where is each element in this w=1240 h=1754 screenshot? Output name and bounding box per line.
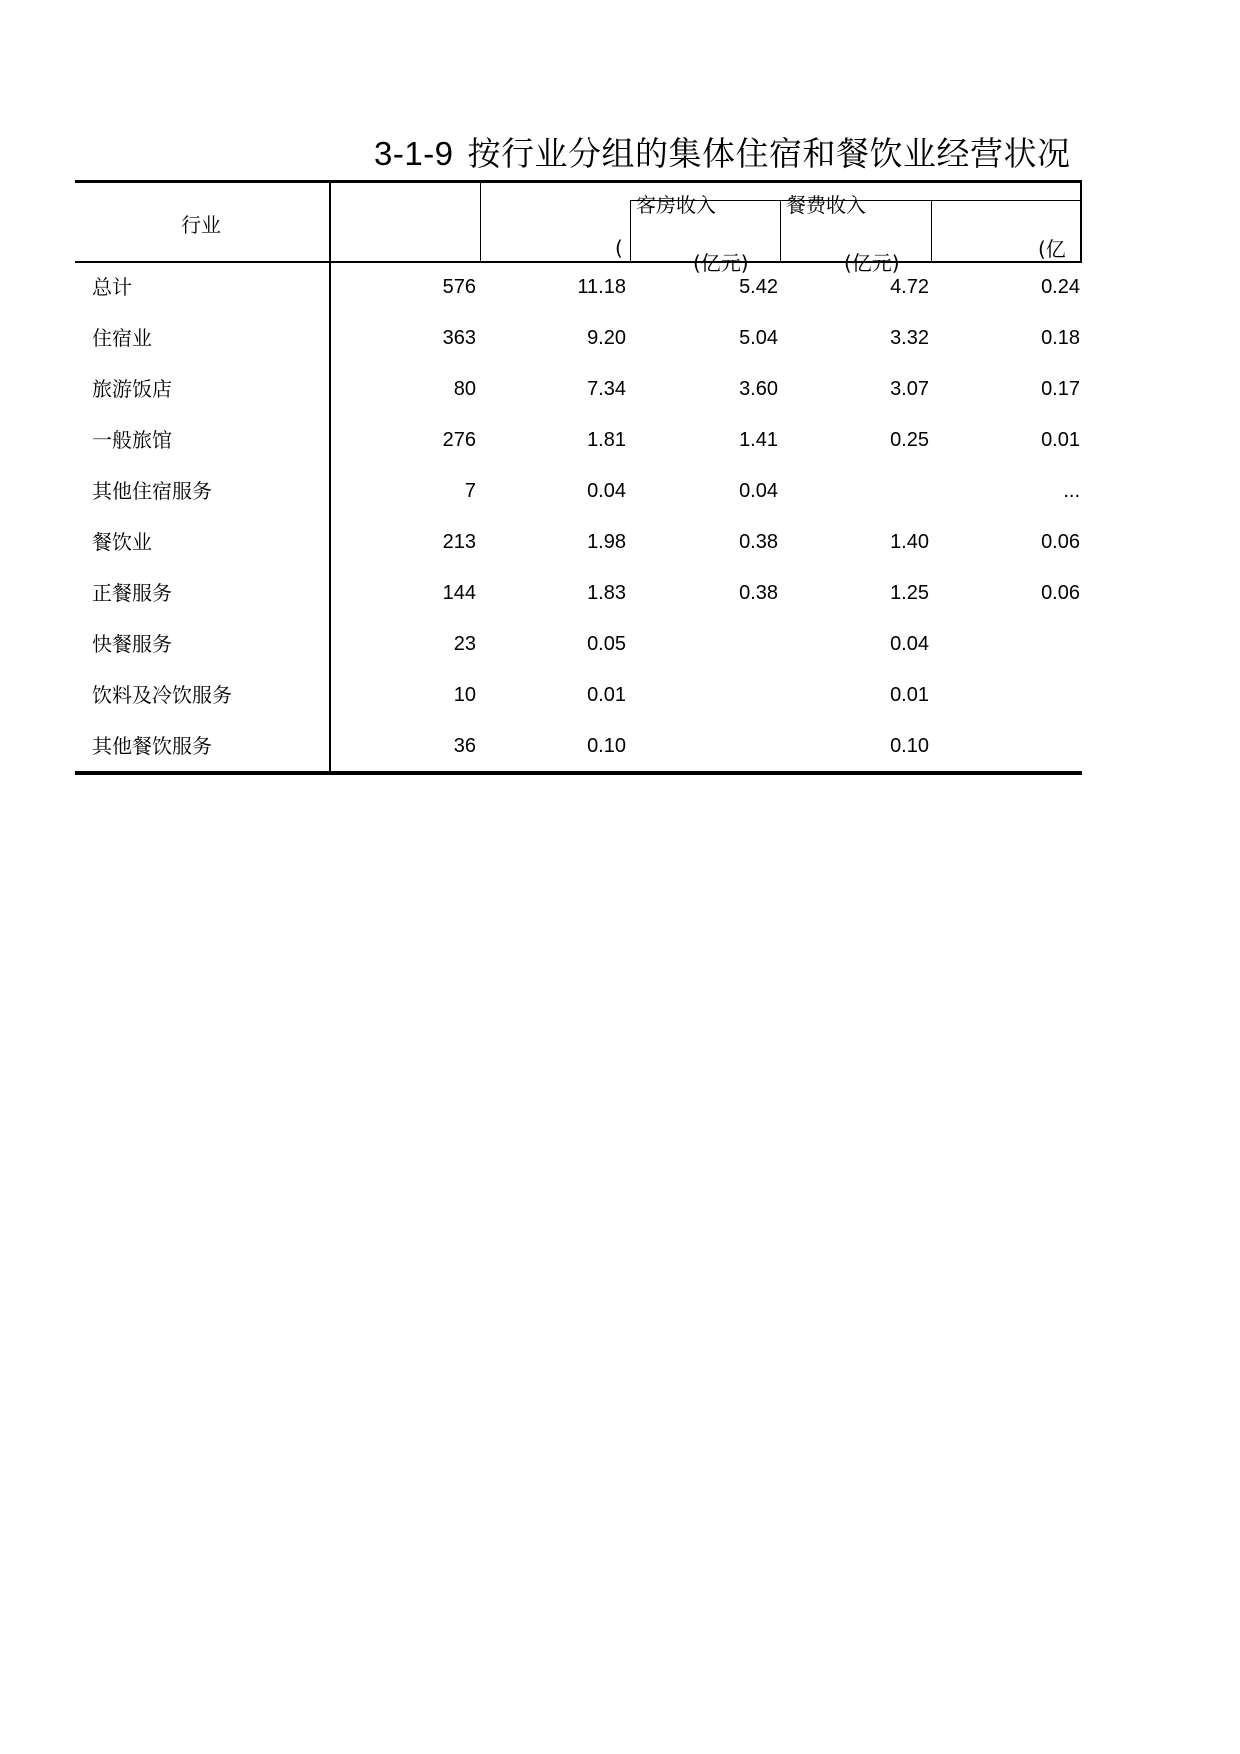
cell-col2: 9.20: [587, 327, 626, 349]
cell-col2: 1.83: [587, 582, 626, 604]
cell-col5: 0.17: [1041, 378, 1080, 400]
cell-col5: 0.06: [1041, 531, 1080, 553]
cell-col1: 213: [442, 531, 476, 553]
row-industry-name: 总计: [92, 275, 132, 299]
table-row: [0, 619, 1240, 670]
table-row: [0, 670, 1240, 721]
cell-meal-income: 3.32: [890, 327, 929, 349]
cell-col2: 7.34: [587, 378, 626, 400]
header-divider-3: [780, 200, 781, 262]
cell-meal-income: 3.07: [890, 378, 929, 400]
row-industry-name: 饮料及冷饮服务: [92, 683, 232, 707]
row-industry-name: 一般旅馆: [92, 428, 172, 452]
row-industry-name: 其他餐饮服务: [92, 734, 212, 758]
cell-col2: 1.81: [587, 429, 626, 451]
table-top-rule: [75, 180, 1082, 183]
cell-meal-income: [785, 466, 929, 517]
cell-meal-income: 0.25: [890, 429, 929, 451]
cell-col5: 0.01: [1041, 429, 1080, 451]
cell-room-income: 0.04: [739, 480, 778, 502]
table-row: [0, 262, 1240, 313]
cell-col5: 0.24: [1041, 276, 1080, 298]
cell-col1: 7: [464, 480, 476, 502]
table-row: [0, 313, 1240, 364]
cell-room-income: 5.04: [739, 327, 778, 349]
cell-room-income: 0.38: [739, 531, 778, 553]
table-number: 3-1-9: [374, 135, 454, 172]
table-row: [0, 517, 1240, 568]
header-industry: 行业: [181, 213, 221, 237]
cell-col2: 11.18: [577, 276, 626, 298]
cell-room-income: [634, 619, 778, 670]
cell-col1: 276: [442, 429, 476, 451]
header-room-income-cell: [632, 193, 780, 275]
cell-col1: 144: [442, 582, 476, 604]
cell-meal-income: 1.40: [890, 531, 929, 553]
row-industry-name: 餐饮业: [92, 530, 152, 554]
cell-room-income: 3.60: [739, 378, 778, 400]
table-row: [0, 721, 1240, 772]
cell-room-income: [634, 721, 778, 772]
cell-meal-income: 4.72: [890, 276, 929, 298]
cell-room-income: 0.38: [739, 582, 778, 604]
cell-col2: 0.10: [587, 735, 626, 757]
header-room-unit: (亿元): [693, 251, 749, 275]
cell-col1: 363: [442, 327, 476, 349]
cell-col1: 576: [442, 276, 476, 298]
row-industry-name: 快餐服务: [92, 632, 172, 656]
cell-col1: 80: [453, 378, 476, 400]
header-meal-income-cell: [782, 193, 930, 275]
cell-col1: 10: [453, 684, 476, 706]
header-right-edge: [1080, 180, 1082, 262]
header-col2-unit: (: [615, 236, 623, 260]
header-col5-unit: (亿: [1038, 237, 1066, 261]
cell-room-income: [634, 670, 778, 721]
header-divider-1: [480, 180, 481, 262]
cell-room-income: 5.42: [739, 276, 778, 298]
cell-col2: 0.01: [587, 684, 626, 706]
row-industry-name: 旅游饭店: [92, 377, 172, 401]
header-meal-unit: (亿元): [844, 251, 900, 275]
header-divider-4: [931, 200, 932, 262]
cell-col1: 36: [453, 735, 476, 757]
cell-col5: [936, 619, 1080, 670]
table-row: [0, 415, 1240, 466]
table-title: 按行业分组的集体住宿和餐饮业经营状况: [467, 134, 1071, 173]
row-industry-name: 正餐服务: [92, 581, 172, 605]
cell-meal-income: 0.04: [890, 633, 929, 655]
row-industry-name: 其他住宿服务: [92, 479, 212, 503]
cell-room-income: 1.41: [739, 429, 778, 451]
table-row: [0, 466, 1240, 517]
cell-meal-income: 0.01: [890, 684, 929, 706]
cell-meal-income: 1.25: [890, 582, 929, 604]
cell-col2: 1.98: [587, 531, 626, 553]
cell-col5: 0.18: [1041, 327, 1080, 349]
cell-col1: 23: [453, 633, 476, 655]
header-divider-2: [630, 200, 631, 262]
page-title: [374, 128, 1071, 175]
cell-meal-income: 0.10: [890, 735, 929, 757]
cell-col5: ...: [1063, 480, 1080, 502]
table-row: [0, 364, 1240, 415]
cell-col5: 0.06: [1041, 582, 1080, 604]
cell-col2: 0.05: [587, 633, 626, 655]
table-row: [0, 568, 1240, 619]
cell-col5: [936, 721, 1080, 772]
header-room-income: 客房收入: [636, 193, 716, 217]
header-meal-income: 餐费收入: [786, 193, 866, 217]
row-industry-name: 住宿业: [92, 326, 152, 350]
cell-col2: 0.04: [587, 480, 626, 502]
cell-col5: [936, 670, 1080, 721]
